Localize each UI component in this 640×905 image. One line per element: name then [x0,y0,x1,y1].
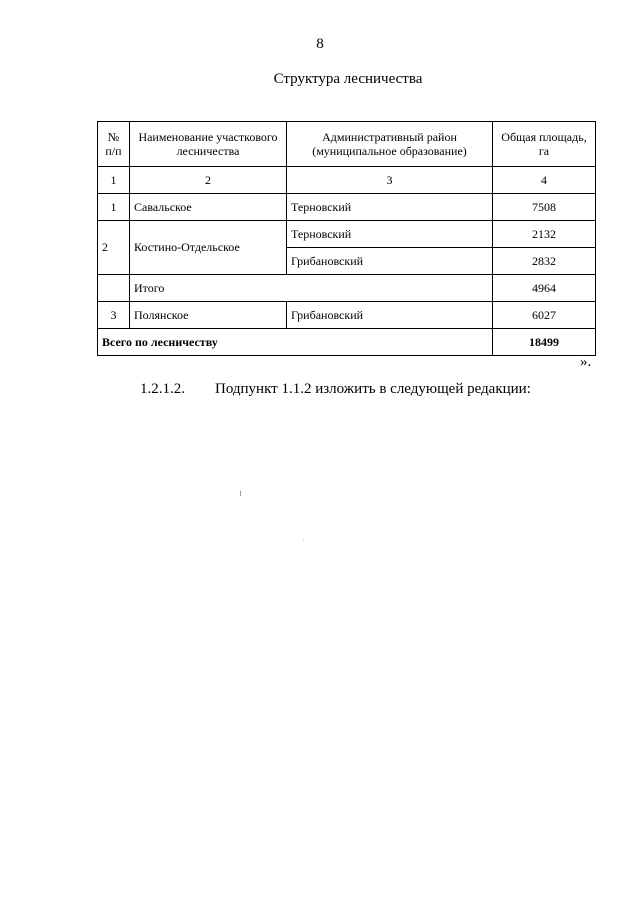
total-area: 18499 [493,329,596,356]
column-number: 2 [130,167,287,194]
table-row [98,221,596,248]
header-cell-name: Наименование участкового лесничества [130,122,287,167]
row-number: 2 [98,221,130,275]
clause-number: 1.2.1.2. [140,381,185,397]
closing-quote: ». [580,354,592,370]
district-name: Грибановский [287,302,493,329]
column-number-row [98,167,596,194]
row-number: 3 [98,302,130,329]
area-value: 2832 [493,248,596,275]
table-row [98,194,596,221]
total-label: Всего по лесничеству [98,329,493,356]
subtotal-row [98,275,596,302]
table-header-row [98,122,596,167]
table-row [98,302,596,329]
district-name: Терновский [287,221,493,248]
forestry-name: Савальское [130,194,287,221]
area-value: 7508 [493,194,596,221]
subtotal-label: Итого [130,275,493,302]
scan-artifact [240,491,241,496]
subtotal-area: 4964 [493,275,596,302]
empty-cell [98,275,130,302]
scan-artifact [303,540,304,541]
forestry-structure-table [97,121,596,356]
forestry-name: Костино-Отдельское [130,221,287,275]
total-row [98,329,596,356]
page-number: 8 [316,36,324,52]
forestry-name: Полянское [130,302,287,329]
header-cell-area: Общая площадь, га [493,122,596,167]
column-number: 3 [287,167,493,194]
header-cell-district: Административный район (муниципальное образование) [287,122,493,167]
district-name: Терновский [287,194,493,221]
column-number: 4 [493,167,596,194]
clause-text: Подпункт 1.1.2 изложить в следующей редакции: [215,381,531,397]
document-title: Структура лесничества [273,71,423,87]
column-number: 1 [98,167,130,194]
header-cell-number: № п/п [98,122,130,167]
row-number: 1 [98,194,130,221]
district-name: Грибановский [287,248,493,275]
area-value: 6027 [493,302,596,329]
area-value: 2132 [493,221,596,248]
